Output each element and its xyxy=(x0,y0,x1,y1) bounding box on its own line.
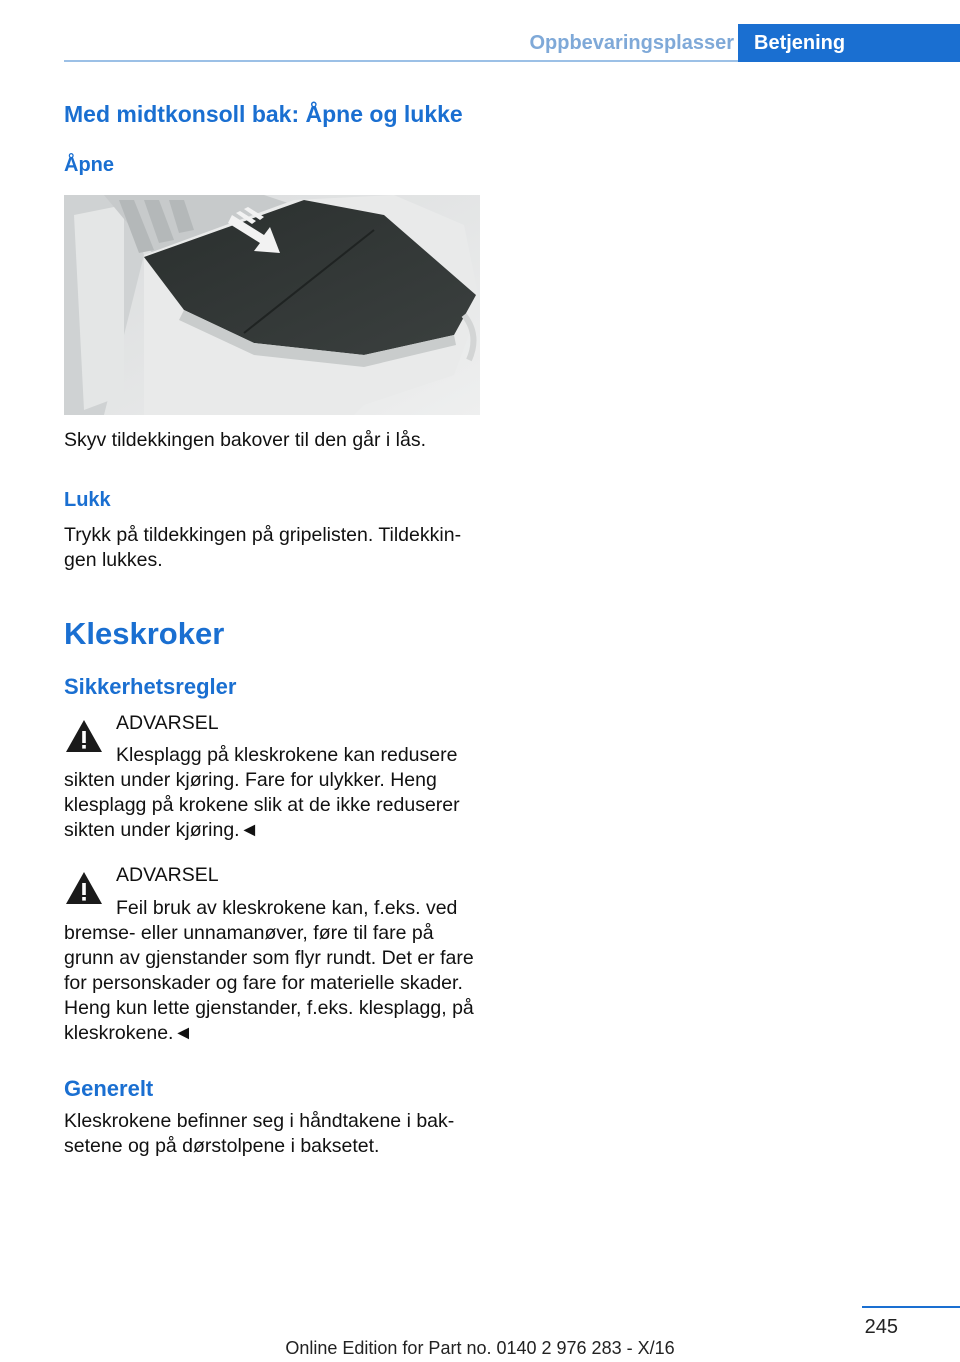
open-heading: Åpne xyxy=(64,154,114,176)
header-section-tab[interactable]: Oppbevaringsplasser xyxy=(529,32,734,54)
hooks-title: Kleskroker xyxy=(64,616,225,651)
console-heading: Med midtkonsoll bak: Åpne og lukke xyxy=(64,101,463,127)
general-text: Kleskrokene befinner seg i håndtakene i baksetene og på dørstolpene i baksetet. xyxy=(64,1110,455,1157)
console-cover-photo xyxy=(64,195,480,415)
warning-label: ADVARSEL xyxy=(116,712,219,734)
close-heading: Lukk xyxy=(64,489,111,511)
open-text: Skyv tildekkingen bakover til den går i lås. xyxy=(64,429,427,451)
warning-text: Feil bruk av kleskrokene kan, f.eks. ved bremse- eller unnamanøver, føre til fare på grunn av gjenstander som flyr rundt. Det er fare for personskader og fare for materielle skader. Heng kun lette gjenstander, f.eks. klesplagg, på kleskrokene.◄ xyxy=(64,897,474,1044)
close-text: Trykk på tildekkingen på gripelisten. Tildekkingen lukkes. xyxy=(64,524,462,571)
warning-text: Klesplagg på kleskrokene kan redusere sikten under kjøring. Fare for ulykker. Heng klesplagg på krokene slik at de ikke reduserer sikten under kjøring.◄ xyxy=(64,744,460,841)
general-heading: Generelt xyxy=(64,1076,154,1101)
edition-note: Online Edition for Part no. 0140 2 976 283 - X/16 xyxy=(285,1338,675,1358)
warning-label: ADVARSEL xyxy=(116,864,219,886)
footer-rule xyxy=(862,1306,960,1308)
page-number: 245 xyxy=(864,1316,898,1338)
header-chapter-tab[interactable]: Betjening xyxy=(738,24,960,62)
safety-heading: Sikkerhetsregler xyxy=(64,674,237,699)
